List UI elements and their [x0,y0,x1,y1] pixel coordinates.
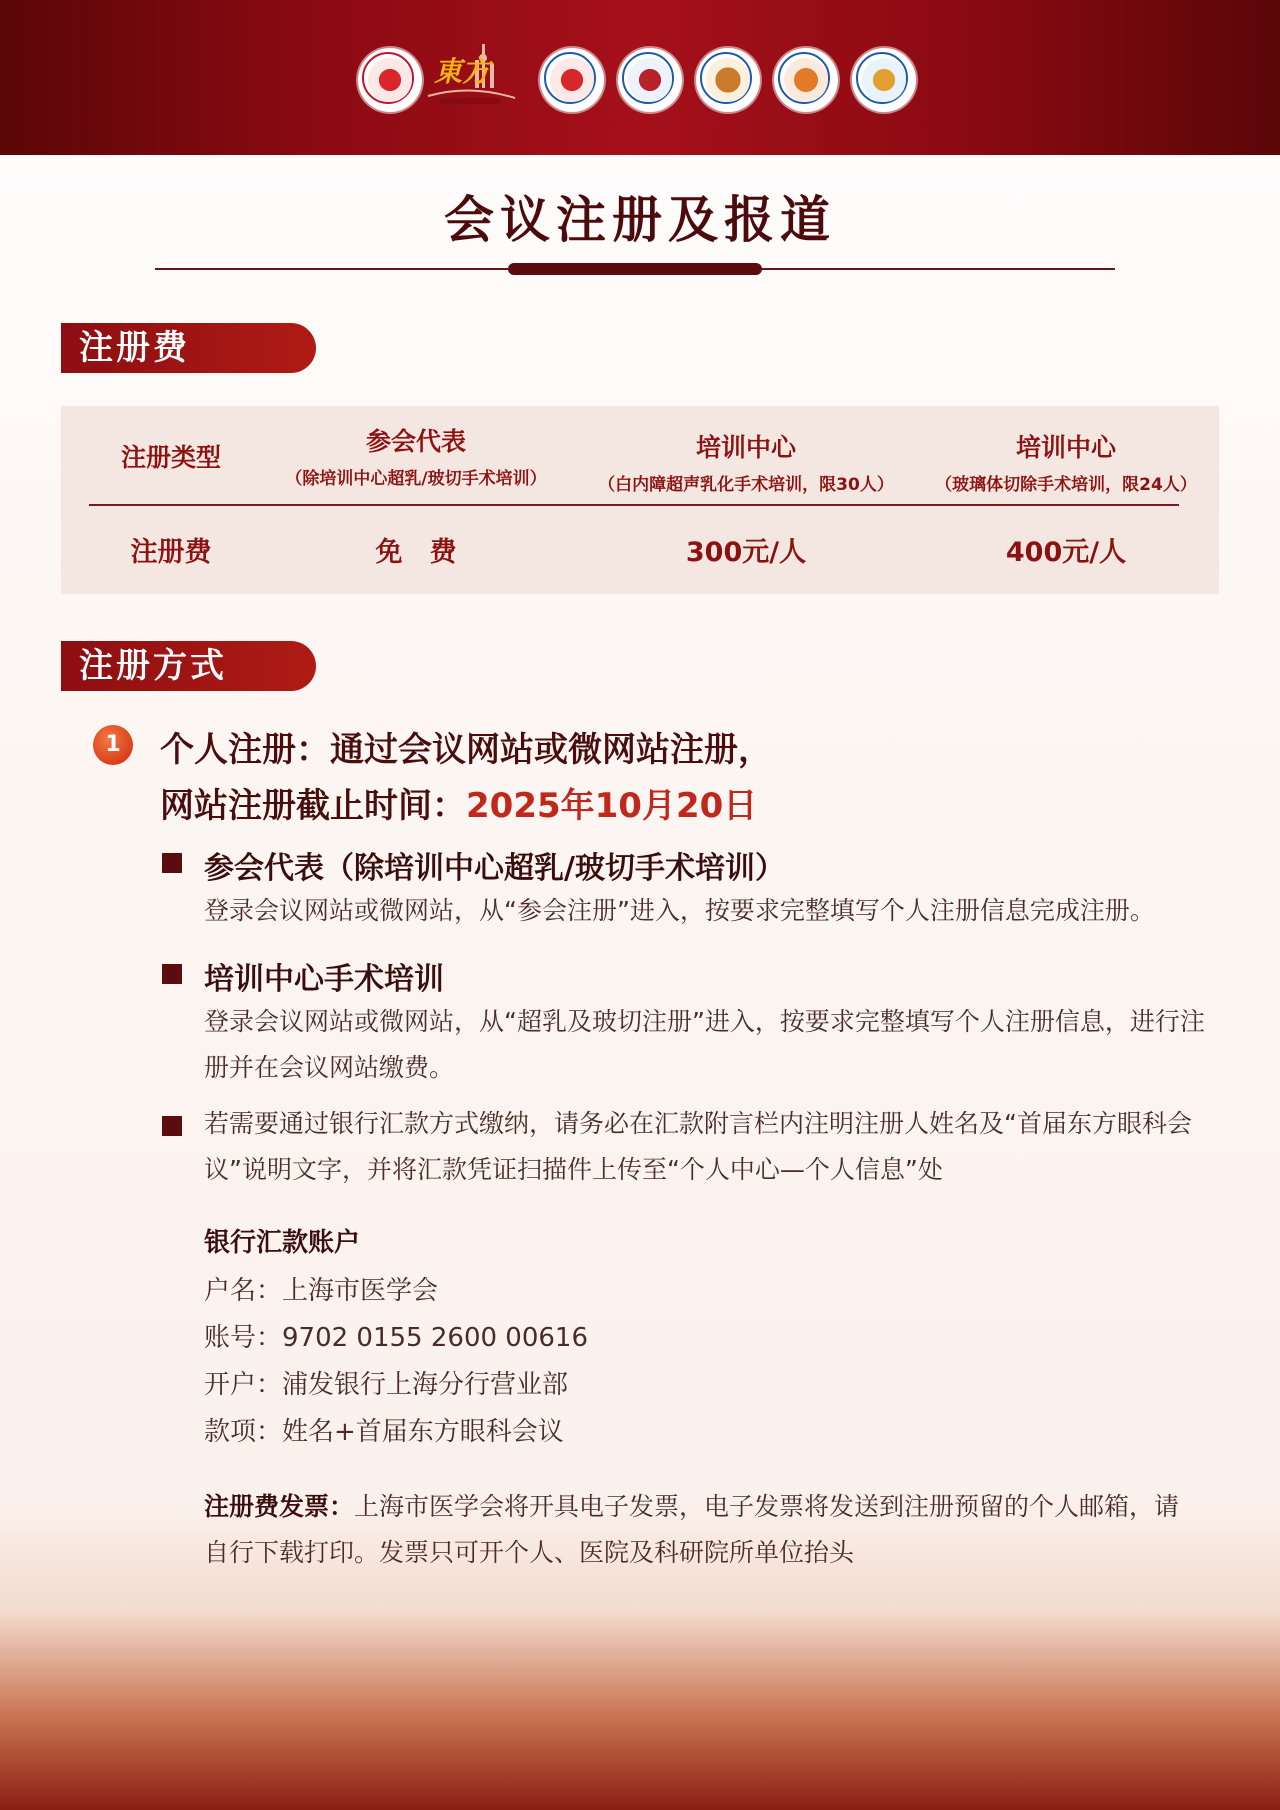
bullet-square-icon [162,853,182,873]
shanghai-medical-association-logo [358,48,422,112]
item-text-bank-transfer: 若需要通过银行汇款方式缴纳，请务必在汇款附言栏内注明注册人姓名及“首届东方眼科会议”说明文字，并将汇款凭证扫描件上传至“个人中心—个人信息”处 [204,1109,1192,1184]
fee-header-delegate: 参会代表 （除培训中心超乳/玻切手术培训） [285,427,547,489]
header-banner [0,0,1280,155]
deadline-date: 2025年10月20日 [466,786,758,826]
title-divider-accent [508,263,762,275]
bullet-square-icon [162,1116,182,1136]
reg-heading-line1: 个人注册：通过会议网站或微网站注册， [160,730,772,770]
fee-table-divider [89,504,1179,506]
dongfang-ophthalmology-logo: 東方 [420,40,520,116]
jiangxi-medical-association-logo [852,48,916,112]
fee-cell-delegate: 免 费 [375,537,457,568]
item-text-training: 登录会议网站或微网站，从“超乳及玻切注册”进入，按要求完整填写个人注册信息，进行注册并在会议网站缴费。 [204,1007,1205,1082]
zhejiang-medical-association-logo [540,48,604,112]
fee-header-type: 注册类型 [120,443,221,472]
anhui-medical-association-logo [774,48,838,112]
item-title-training: 培训中心手术培训 [204,962,444,997]
fee-cell-label: 注册费 [130,537,212,568]
reg-heading-line2 [160,778,757,827]
section-tag-fee: 注册费 [61,323,316,373]
invoice-text: 上海市医学会将开具电子发票，电子发票将发送到注册预留的个人邮箱，请自行下载打印。发票只可开个人、医院及科研院所单位抬头 [204,1492,1180,1567]
bank-account-title: 银行汇款账户 [204,1228,361,1258]
step-number-badge: 1 [93,725,133,765]
bullet-square-icon [162,964,182,984]
item-title-delegate: 参会代表（除培训中心超乳/玻切手术培训） [204,851,785,886]
fee-header-vitrectomy-training: 培训中心 （玻璃体切除手术培训，限24人） [935,433,1197,495]
fee-cell-vitrectomy: 400元/人 [1005,537,1127,568]
bank-account-memo: 款项：姓名+首届东方眼科会议 [204,1417,564,1447]
section-tag-method: 注册方式 [61,641,316,691]
bank-account-number: 账号：9702 0155 2600 00616 [204,1323,589,1353]
page-title: 会议注册及报道 [444,190,836,249]
invoice-label: 注册费发票： [204,1492,355,1521]
bank-account-name: 户名：上海市医学会 [204,1276,439,1306]
bank-account-branch: 开户：浦发银行上海分行营业部 [204,1370,569,1400]
fee-cell-cataract: 300元/人 [685,537,807,568]
invoice-note [204,1484,1194,1576]
logo-row [0,48,1280,120]
item-text-delegate: 登录会议网站或微网站，从“参会注册”进入，按要求完整填写个人注册信息完成注册。 [204,896,1155,925]
fee-header-cataract-training: 培训中心 （白内障超声乳化手术培训，限30人） [598,433,894,495]
fujian-medical-association-logo [696,48,760,112]
fee-table [61,406,1219,594]
deadline-label: 网站注册截止时间： [160,786,466,826]
jiangsu-medical-association-logo [618,48,682,112]
